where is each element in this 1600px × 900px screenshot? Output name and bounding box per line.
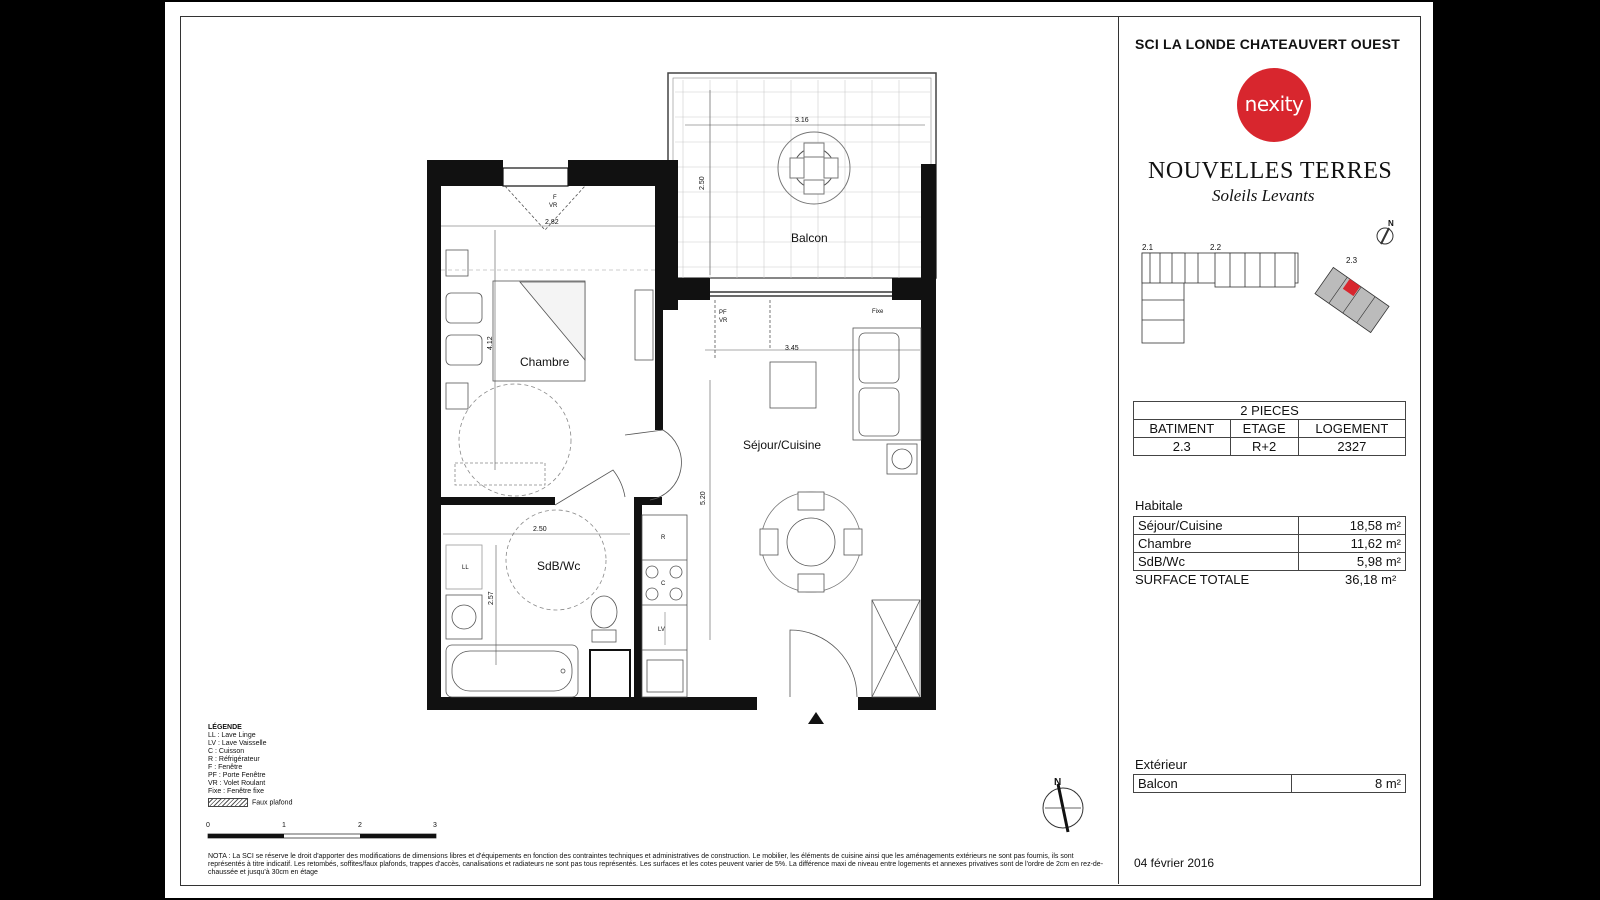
- room-label-sejour: Séjour/Cuisine: [743, 438, 822, 452]
- tag-pf: PF: [719, 310, 727, 316]
- tag-c: C: [661, 581, 666, 587]
- legend-item: LL : Lave Linge: [208, 732, 256, 739]
- tag-fixe: Fixe: [872, 309, 884, 315]
- exterior-area: 8 m²: [1292, 775, 1406, 793]
- balcony-area: [668, 73, 936, 278]
- typology-title: 2 PIECES: [1134, 402, 1406, 420]
- habitable-title: Habitale: [1135, 498, 1183, 513]
- sink-icon: [647, 660, 683, 692]
- scale-tick: 0: [206, 822, 210, 829]
- logo-text: nexity: [1244, 92, 1304, 116]
- legend-hatch-label: Faux plafond: [252, 799, 293, 807]
- typology-header: BATIMENT: [1134, 420, 1231, 438]
- room-area: 5,98 m²: [1299, 553, 1406, 571]
- room-area: 11,62 m²: [1299, 535, 1406, 553]
- typology-value: R+2: [1230, 438, 1298, 456]
- dimension-label: 2.50: [533, 526, 547, 533]
- pillow-icon: [446, 335, 482, 365]
- radiator-icon: [887, 444, 917, 474]
- room-name: Séjour/Cuisine: [1134, 517, 1299, 535]
- bedroom-furniture: [446, 250, 653, 496]
- nightstand-icon: [446, 250, 468, 276]
- dimension-label: 2.50: [699, 176, 706, 190]
- disclaimer-note: NOTA : La SCI se réserve le droit d'apporter des modifications de dimensions libres et d'équipements en fonction des contraintes techniques et administratives de construction. Le mobilier, les éléments de cuisine ainsi que les aménagements extérieurs ne sont pas fournis, ils sont représentés à titre indicatif. Les retombés, soffites/faux plafonds, trappes d'accès, canalisations et radiateurs ne sont pas tous représentés. Les surfaces et les cotes peuvent varier de 5%. La différence maxi de niveau entre logements et annexes privatives sont de l'ordre de 2cm en rez-de-chaussée et jusqu'à 30cm en étage: [208, 853, 1104, 876]
- turning-circle: [459, 384, 571, 496]
- typology-value: 2327: [1298, 438, 1405, 456]
- dimension-label: 4.12: [487, 336, 494, 350]
- scale-bar: [206, 822, 437, 838]
- nightstand-icon: [446, 383, 468, 409]
- tag-f: F: [553, 195, 557, 201]
- legend-item: Fixe : Fenêtre fixe: [208, 788, 265, 795]
- dimension-label: 2.57: [488, 591, 495, 605]
- room-label-chambre: Chambre: [520, 355, 570, 369]
- typology-value: 2.3: [1134, 438, 1231, 456]
- room-label-balcon: Balcon: [791, 231, 828, 245]
- plan-date: 04 février 2016: [1134, 856, 1215, 870]
- hatch-swatch: [208, 798, 248, 807]
- hob-icon: [646, 566, 658, 578]
- keyplan-label-2-2: 2.2: [1210, 243, 1222, 252]
- legend-item: C : Cuisson: [208, 748, 245, 755]
- toilet-icon: [591, 596, 617, 628]
- tag-vr: VR: [719, 318, 728, 324]
- keyplan-north-label: N: [1388, 219, 1394, 228]
- program-name: NOUVELLES TERRES: [1148, 158, 1393, 184]
- scale-tick: 1: [282, 822, 286, 829]
- keyplan-label-2-3: 2.3: [1346, 256, 1358, 265]
- north-arrow-icon: [1043, 777, 1083, 832]
- pillow-icon: [446, 293, 482, 323]
- exterior-name: Balcon: [1134, 775, 1292, 793]
- living-furniture: [760, 328, 921, 697]
- room-name: SdB/Wc: [1134, 553, 1299, 571]
- legend-title: LÉGENDE: [208, 724, 242, 731]
- dimension-label: 3.45: [785, 345, 799, 352]
- legend: [208, 724, 292, 807]
- coffee-table-icon: [770, 362, 816, 408]
- typology-header: LOGEMENT: [1298, 420, 1405, 438]
- program-subtitle: Soleils Levants: [1212, 186, 1315, 205]
- total-area-value: 36,18 m²: [1345, 572, 1397, 587]
- dimension-label: 3.16: [795, 117, 809, 124]
- scale-tick: 3: [433, 822, 437, 829]
- tag-ll: LL: [462, 565, 469, 571]
- exterior-title: Extérieur: [1135, 757, 1188, 772]
- room-area: 18,58 m²: [1299, 517, 1406, 535]
- tag-lv: LV: [658, 627, 665, 633]
- room-name: Chambre: [1134, 535, 1299, 553]
- bathroom-fixtures: [446, 510, 630, 698]
- legend-item: PF : Porte Fenêtre: [208, 772, 266, 779]
- tag-r: R: [661, 535, 666, 541]
- scale-tick: 2: [358, 822, 362, 829]
- legend-item: LV : Lave Vaisselle: [208, 740, 267, 747]
- wardrobe-icon: [635, 290, 653, 360]
- typology-header: ETAGE: [1230, 420, 1298, 438]
- north-label: N: [1054, 777, 1062, 788]
- tag-vr: VR: [549, 203, 558, 209]
- dimension-label: 2.82: [545, 219, 559, 226]
- company-name: SCI LA LONDE CHATEAUVERT OUEST: [1135, 36, 1401, 52]
- legend-item: VR : Volet Roulant: [208, 780, 266, 787]
- keyplan-label-2-1: 2.1: [1142, 243, 1154, 252]
- kitchen-units: [642, 515, 687, 697]
- legend-item: F : Fenêtre: [208, 764, 243, 771]
- entrance-arrow-icon: [808, 712, 824, 724]
- total-area-label: SURFACE TOTALE: [1135, 572, 1250, 587]
- room-label-sdb: SdB/Wc: [537, 559, 581, 573]
- dimension-label: 5.20: [700, 491, 707, 505]
- legend-item: R : Réfrigérateur: [208, 756, 260, 763]
- dining-table-icon: [760, 492, 862, 592]
